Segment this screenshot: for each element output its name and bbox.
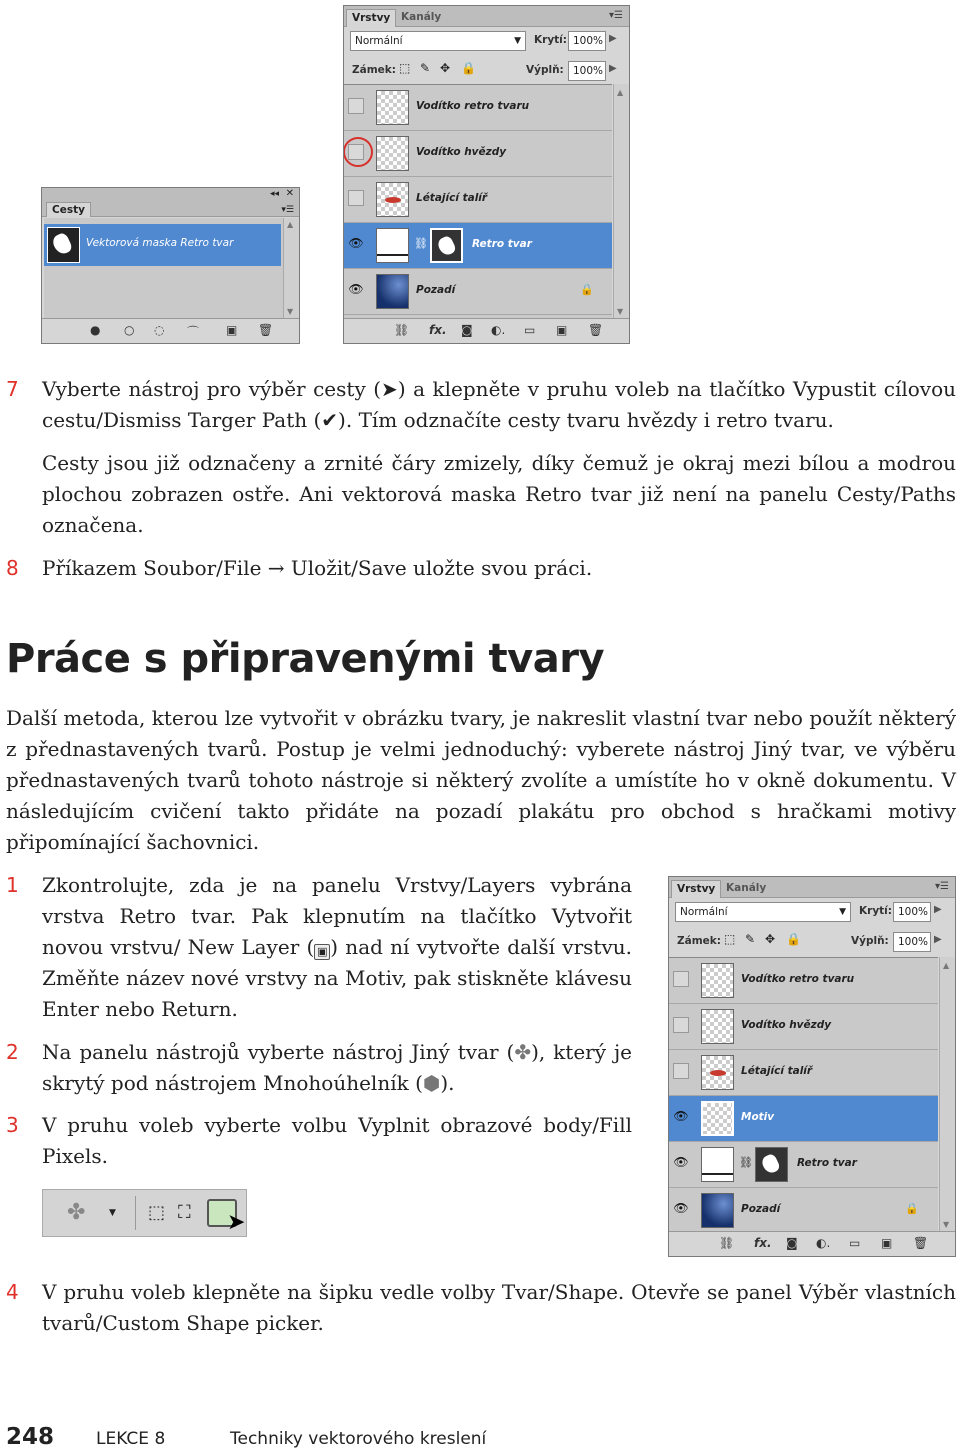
opacity-label: Krytí: — [859, 905, 892, 917]
layer-thumbnail — [701, 1147, 734, 1182]
lock-transparency-icon[interactable]: ⬚ — [724, 932, 736, 946]
layer-row-selected[interactable] — [669, 1096, 938, 1142]
tab-layers[interactable]: Vrstvy — [346, 9, 396, 27]
panel-menu-icon[interactable]: ▾☰ — [609, 10, 623, 21]
step4-text: V pruhu voleb klepněte na šipku vedle volby Tvar/Shape. Otevře se panel Výběr vlastních tvarů/Custom Shape picker. — [42, 1280, 956, 1335]
delete-icon[interactable]: 🗑 — [258, 323, 274, 337]
eye-icon[interactable]: 👁 — [348, 236, 364, 250]
lock-position-icon[interactable]: ✥ — [440, 61, 451, 75]
layer-row[interactable] — [669, 1050, 938, 1096]
layers-list — [344, 84, 612, 321]
link-icon: ⛓ — [739, 1156, 753, 1169]
eye-icon[interactable]: 👁 — [673, 1201, 689, 1215]
lock-transparency-icon[interactable]: ⬚ — [399, 61, 411, 75]
delete-icon[interactable]: 🗑 — [588, 323, 604, 337]
chapter-title: Techniky vektorového kreslení — [230, 1429, 487, 1449]
polygon-tool-icon: ⬢ — [422, 1071, 441, 1095]
opacity-label: Krytí: — [534, 34, 567, 46]
layer-row[interactable] — [344, 85, 612, 131]
layer-name: Vodítko hvězdy — [741, 1019, 832, 1031]
layer-name: Pozadí — [741, 1203, 781, 1215]
delete-icon[interactable]: 🗑 — [913, 1236, 929, 1250]
layer-thumbnail — [376, 182, 409, 217]
lock-icon: 🔒 — [580, 283, 594, 296]
layers-panel-tabs — [344, 6, 629, 27]
layer-row[interactable] — [669, 1004, 938, 1050]
step-number: 4 — [6, 1280, 19, 1304]
layer-name: Vodítko retro tvaru — [741, 973, 855, 985]
layers-footer — [344, 318, 629, 343]
layer-thumbnail — [701, 1193, 734, 1228]
layers-panel-bottom — [668, 876, 956, 1257]
visibility-toggle[interactable] — [348, 98, 364, 114]
tab-paths[interactable]: Cesty — [46, 202, 91, 217]
fill-label: Výplň: — [851, 935, 889, 947]
lock-icon: 🔒 — [905, 1202, 919, 1215]
link-layers-icon[interactable]: ⛓ — [719, 1236, 735, 1250]
lesson-label: LEKCE 8 — [96, 1429, 166, 1449]
page-number: 248 — [6, 1424, 55, 1450]
fill-input[interactable]: 100% — [893, 932, 931, 952]
step7-note: Cesty jsou již odznačeny a zrnité čáry zmizely, díky čemuž je okraj mezi bílou a modrou plochou zobrazen ostře. Ani vektorová maska Retro tvar již není na panelu Cesty/Paths označena. — [42, 451, 956, 537]
paths-panel — [41, 187, 300, 344]
new-group-icon[interactable]: ▭ — [524, 323, 536, 337]
layer-row[interactable] — [669, 958, 938, 1004]
close-icon[interactable]: ✕ — [285, 188, 294, 199]
lock-pixels-icon[interactable]: ✎ — [745, 932, 756, 946]
link-icon: ⛓ — [414, 237, 428, 250]
opacity-arrow-icon[interactable]: ▶ — [934, 904, 942, 915]
paths-footer — [42, 318, 299, 343]
layers-panel-tabs — [669, 877, 955, 898]
layer-name: Pozadí — [416, 284, 456, 296]
separator — [135, 1196, 136, 1230]
add-mask-icon[interactable]: ◙ — [461, 323, 473, 337]
layer-thumbnail — [376, 274, 409, 309]
step-number: 3 — [6, 1113, 19, 1137]
layer-row-selected[interactable] — [344, 223, 612, 269]
link-layers-icon[interactable]: ⛓ — [394, 323, 410, 337]
chevron-down-icon[interactable]: ▼ — [109, 1208, 116, 1218]
new-path-icon[interactable]: ▣ — [226, 323, 238, 337]
step-number: 2 — [6, 1040, 19, 1064]
layer-thumbnail — [701, 1009, 734, 1044]
visibility-toggle[interactable] — [673, 1063, 689, 1079]
eye-icon[interactable]: 👁 — [673, 1109, 689, 1123]
layer-name: Retro tvar — [472, 238, 532, 250]
paths-scrollbar[interactable]: ▲ ▼ — [283, 218, 299, 318]
layer-name: Retro tvar — [797, 1157, 857, 1169]
highlight-circle — [343, 137, 373, 167]
adjustment-icon[interactable]: ◐. — [816, 1236, 831, 1250]
step-number: 1 — [6, 873, 19, 897]
chevron-down-icon: ▼ — [514, 36, 521, 46]
layer-name: Motiv — [741, 1111, 775, 1123]
step-number: 8 — [6, 556, 19, 580]
blend-mode-select[interactable]: Normální ▼ — [350, 31, 526, 51]
vector-mask-thumbnail — [47, 227, 80, 263]
fill-path-icon[interactable]: ● — [90, 323, 101, 337]
path-selection-icon: ➤ — [381, 377, 398, 401]
lock-label: Zámek: — [352, 64, 396, 76]
layers-footer — [669, 1231, 955, 1256]
layers-list — [669, 957, 938, 1234]
blend-mode-select[interactable]: Normální ▼ — [675, 902, 851, 922]
paths-panel-header — [42, 188, 299, 217]
layer-name: Létající talíř — [741, 1065, 813, 1077]
layer-name: Létající talíř — [416, 192, 488, 204]
lock-position-icon[interactable]: ✥ — [765, 932, 776, 946]
layer-thumbnail — [701, 963, 734, 998]
cursor-icon: ➤ — [227, 1210, 246, 1235]
section-heading: Práce s připravenými tvary — [6, 636, 605, 682]
paths-list — [44, 218, 284, 318]
lock-label: Zámek: — [677, 935, 721, 947]
collapse-icon[interactable]: ◂◂ — [269, 189, 279, 199]
layer-thumbnail — [701, 1055, 734, 1090]
new-group-icon[interactable]: ▭ — [849, 1236, 861, 1250]
tab-layers[interactable]: Vrstvy — [671, 880, 721, 898]
layer-name: Vodítko hvězdy — [416, 146, 507, 158]
paths-mode-icon[interactable]: ⛶ — [178, 1202, 191, 1223]
path-item-label: Vektorová maska Retro tvar — [86, 237, 234, 249]
lock-all-icon[interactable]: 🔒 — [461, 61, 476, 75]
layers-panel-top — [343, 5, 630, 344]
layers-scrollbar[interactable]: ▲ ▼ — [939, 957, 955, 1233]
step2-text: Na panelu nástrojů vyberte nástroj Jiný tvar (✤), který je skrytý pod nástrojem Mnohoúhelník (⬢). — [42, 1040, 633, 1095]
visibility-toggle[interactable] — [348, 190, 364, 206]
path-item-selected[interactable] — [44, 224, 281, 266]
layer-row[interactable] — [344, 177, 612, 223]
step1-text: Zkontrolujte, zda je na panelu Vrstvy/Layers vybrána vrstva Retro tvar. Pak klepnutím na tlačítko Vytvořit novou vrstvu/ New Layer ( ▣ ) nad ní vytvořte další vrstvu. Změňte název nové vrstvy na Motiv, pak stiskněte klávesu Enter nebo Return. — [42, 873, 632, 1021]
custom-shape-tool-icon[interactable]: ✤ — [67, 1200, 86, 1225]
layer-thumbnail — [701, 1101, 734, 1136]
new-layer-icon: ▣ — [314, 944, 330, 960]
layers-scrollbar[interactable]: ▲ ▼ — [613, 84, 629, 320]
layer-row[interactable] — [669, 1188, 938, 1234]
eye-icon[interactable]: 👁 — [673, 1155, 689, 1169]
opacity-input[interactable]: 100% — [568, 31, 606, 51]
step-number: 7 — [6, 377, 19, 401]
add-mask-icon[interactable]: ◙ — [786, 1236, 798, 1250]
new-layer-icon[interactable]: ▣ — [881, 1236, 893, 1250]
stroke-path-icon[interactable]: ○ — [124, 323, 135, 337]
tab-channels[interactable]: Kanály — [401, 11, 442, 23]
visibility-toggle[interactable] — [673, 1017, 689, 1033]
layer-thumbnail — [376, 136, 409, 171]
fx-icon[interactable]: fx. — [429, 323, 447, 337]
options-bar — [42, 1189, 247, 1237]
layer-name: Vodítko retro tvaru — [416, 100, 530, 112]
panel-menu-icon[interactable]: ▾☰ — [935, 881, 949, 892]
adjustment-icon[interactable]: ◐. — [491, 323, 506, 337]
fill-label: Výplň: — [526, 64, 564, 76]
tab-channels[interactable]: Kanály — [726, 882, 767, 894]
lock-all-icon[interactable]: 🔒 — [786, 932, 801, 946]
vector-mask-thumbnail — [755, 1147, 788, 1182]
step3-text: V pruhu voleb vyberte volbu Vyplnit obrazové body/Fill Pixels. — [42, 1113, 632, 1168]
opacity-arrow-icon[interactable]: ▶ — [609, 33, 617, 44]
vector-mask-thumbnail — [430, 228, 463, 263]
layer-row[interactable] — [669, 1142, 938, 1188]
intro-paragraph: Další metoda, kterou lze vytvořit v obrázku tvary, je nakreslit vlastní tvar nebo použít některý z přednastavených tvarů. Postup je velmi jednoduchý: vyberete nástroj Jiný tvar, ve výběru přednastavených tvarů tohoto nástroje si některý zvolíte a umístíte ho v okně dokumentu. V následujícím cvičení takto přidáte na pozadí plakátu pro obchod s hračkami motivy připomínající šachovnici. — [6, 706, 956, 854]
panel-menu-icon[interactable]: ▾☰ — [281, 205, 294, 215]
fill-arrow-icon[interactable]: ▶ — [609, 63, 617, 74]
layer-row[interactable] — [344, 269, 612, 315]
layer-thumbnail — [376, 228, 409, 263]
fill-input[interactable]: 100% — [568, 61, 606, 81]
eye-icon[interactable]: 👁 — [348, 282, 364, 296]
lock-pixels-icon[interactable]: ✎ — [420, 61, 431, 75]
visibility-toggle[interactable] — [673, 971, 689, 987]
fill-arrow-icon[interactable]: ▶ — [934, 934, 942, 945]
step8-text: Příkazem Soubor/File → Uložit/Save uložte svou práci. — [42, 556, 593, 580]
layer-thumbnail — [376, 90, 409, 125]
new-layer-icon[interactable]: ▣ — [556, 323, 568, 337]
make-workpath-icon[interactable]: ⌒ — [187, 325, 200, 339]
load-selection-icon[interactable]: ◌ — [154, 323, 165, 337]
custom-shape-icon: ✤ — [514, 1040, 532, 1064]
chevron-down-icon: ▼ — [839, 907, 846, 917]
opacity-input[interactable]: 100% — [893, 902, 931, 922]
step7-text: Vyberte nástroj pro výběr cesty (➤) a klepněte v pruhu voleb na tlačítko Vypustit cílovou cestu/Dismiss Targer Path (✔). Tím odznačíte cesty tvaru hvězdy i retro tvaru. — [42, 377, 956, 432]
layer-row[interactable] — [344, 131, 612, 177]
shape-layers-icon[interactable]: ⬚ — [148, 1202, 166, 1223]
fx-icon[interactable]: fx. — [754, 1236, 772, 1250]
